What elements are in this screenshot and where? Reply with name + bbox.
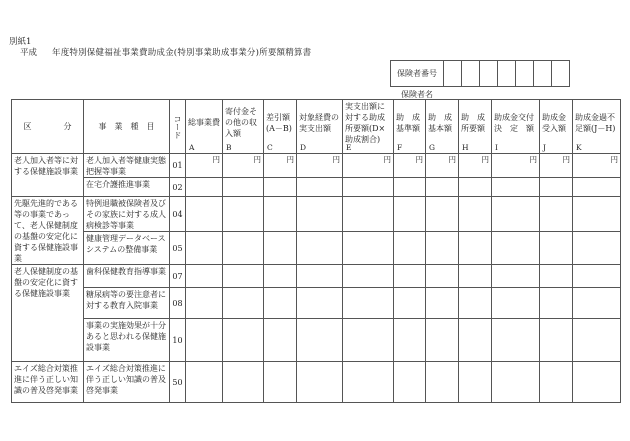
insurer-number-digit-cell[interactable]	[462, 61, 480, 87]
amount-cell[interactable]	[186, 197, 223, 232]
amount-cell[interactable]: 円	[426, 154, 459, 178]
amount-cell[interactable]	[264, 178, 297, 197]
header-row	[12, 100, 621, 154]
amount-cell[interactable]	[573, 178, 621, 197]
amount-cell[interactable]	[459, 362, 492, 403]
amount-cell[interactable]	[426, 319, 459, 362]
column-header-label: 助成金受入額	[542, 112, 566, 133]
amount-cell[interactable]	[492, 362, 540, 403]
amount-cell[interactable]	[223, 265, 264, 288]
insurer-number-digit-cell[interactable]	[534, 61, 552, 87]
amount-cell[interactable]	[426, 288, 459, 319]
amount-cell[interactable]	[223, 178, 264, 197]
amount-cell[interactable]	[394, 265, 426, 288]
amount-cell[interactable]	[343, 265, 394, 288]
amount-cell[interactable]	[394, 288, 426, 319]
column-header-label: 総事業費	[188, 118, 220, 127]
category-cell: 先駆先進的である等の事業であって、老人保健制度の基盤の安定化に資する保健施設事業	[12, 197, 84, 265]
table-row	[12, 265, 621, 288]
project-type-cell: 糖尿病等の要注意者に対する教育入院事業	[84, 288, 170, 319]
amount-cell[interactable]	[394, 362, 426, 403]
column-header-label: 助 成基準額	[396, 112, 420, 133]
insurer-number-digit-cell[interactable]	[516, 61, 534, 87]
column-header	[12, 100, 84, 154]
project-type-cell: 老人加入者等健康実態把握等事業	[84, 154, 170, 178]
amount-cell[interactable]	[343, 178, 394, 197]
amount-cell[interactable]	[573, 197, 621, 232]
column-header	[170, 100, 186, 154]
column-header	[540, 100, 573, 154]
amount-cell[interactable]	[573, 288, 621, 319]
amount-cell[interactable]	[459, 265, 492, 288]
column-header	[186, 100, 223, 154]
column-letter: A	[189, 143, 195, 152]
column-letter: I	[495, 143, 498, 152]
amount-cell[interactable]	[492, 178, 540, 197]
amount-cell[interactable]	[343, 197, 394, 232]
amount-cell[interactable]	[297, 197, 343, 232]
project-type-cell: 在宅介護推進事業	[84, 178, 170, 197]
project-type-cell: 特例退職被保険者及びその家族に対する成人病検診等事業	[84, 197, 170, 232]
category-cell: 老人加入者等に対する保健施設事業	[12, 154, 84, 197]
amount-cell[interactable]	[573, 362, 621, 403]
amount-cell[interactable]	[492, 288, 540, 319]
column-letter: D	[300, 143, 307, 152]
amount-cell[interactable]	[459, 197, 492, 232]
amount-cell[interactable]	[573, 232, 621, 265]
amount-cell[interactable]	[426, 265, 459, 288]
amount-cell[interactable]	[540, 232, 573, 265]
category-cell: 老人保健制度の基盤の安定化に資する保健施設事業	[12, 265, 84, 362]
table-row	[12, 178, 621, 197]
insurer-number-digit-cell[interactable]	[444, 61, 462, 87]
amount-cell[interactable]	[540, 178, 573, 197]
column-header	[297, 100, 343, 154]
column-header-label: 差引額(A－B)	[266, 112, 292, 133]
amount-cell[interactable]: 円	[394, 154, 426, 178]
amount-cell[interactable]	[264, 232, 297, 265]
amount-cell[interactable]	[492, 197, 540, 232]
amount-cell[interactable]	[540, 362, 573, 403]
column-letter: K	[576, 143, 582, 152]
amount-cell[interactable]	[426, 362, 459, 403]
amount-cell[interactable]	[297, 265, 343, 288]
amount-cell[interactable]	[492, 265, 540, 288]
column-header-label: 助成金過不足額(J－H)	[575, 112, 616, 133]
column-letter: H	[462, 143, 469, 152]
amount-cell[interactable]	[297, 178, 343, 197]
insurer-number-digit-cell[interactable]	[480, 61, 498, 87]
column-letter: F	[397, 143, 403, 152]
column-header-label: 助 成所要額	[461, 112, 485, 133]
column-letter: J	[543, 143, 547, 152]
amount-cell[interactable]	[492, 319, 540, 362]
table-row	[12, 154, 621, 178]
column-header	[426, 100, 459, 154]
amount-cell[interactable]	[343, 319, 394, 362]
settlement-table	[11, 99, 621, 403]
column-header	[394, 100, 426, 154]
era-label: 平成	[20, 48, 38, 58]
code-cell: 05	[170, 232, 186, 265]
amount-cell[interactable]	[223, 197, 264, 232]
code-cell: 01	[170, 154, 186, 178]
column-header	[343, 100, 394, 154]
amount-cell[interactable]	[426, 178, 459, 197]
table-row	[12, 232, 621, 265]
column-letter: G	[429, 143, 435, 152]
insurer-number-box	[390, 60, 570, 87]
column-header	[573, 100, 621, 154]
amount-cell[interactable]	[343, 362, 394, 403]
appendix-label: 別紙1	[9, 37, 32, 47]
table-row	[12, 197, 621, 232]
amount-cell[interactable]: 円	[459, 154, 492, 178]
code-cell: 02	[170, 178, 186, 197]
column-letter: E	[346, 143, 352, 152]
amount-cell[interactable]	[264, 265, 297, 288]
amount-cell[interactable]	[186, 288, 223, 319]
amount-cell[interactable]	[297, 319, 343, 362]
amount-cell[interactable]	[186, 232, 223, 265]
amount-cell[interactable]: 円	[343, 154, 394, 178]
amount-cell[interactable]	[186, 319, 223, 362]
column-header-label: コード	[173, 114, 182, 139]
amount-cell[interactable]	[492, 232, 540, 265]
column-header-label: 助成金交付決 定 額	[494, 112, 534, 133]
amount-cell[interactable]: 円	[223, 154, 264, 178]
column-header	[223, 100, 264, 154]
amount-cell[interactable]	[223, 288, 264, 319]
amount-cell[interactable]	[459, 232, 492, 265]
amount-cell[interactable]	[223, 232, 264, 265]
amount-cell[interactable]	[297, 232, 343, 265]
amount-cell[interactable]	[540, 197, 573, 232]
project-type-cell: 事業の実施効果が十分あると思われる保健施設事業	[84, 319, 170, 362]
column-header-label: 助 成基本額	[428, 112, 452, 133]
column-header	[492, 100, 540, 154]
amount-cell[interactable]	[264, 362, 297, 403]
table-row	[12, 362, 621, 403]
amount-cell[interactable]: 円	[492, 154, 540, 178]
code-cell: 07	[170, 265, 186, 288]
amount-cell[interactable]	[186, 362, 223, 403]
column-header	[264, 100, 297, 154]
insurer-number-digit-cell[interactable]	[498, 61, 516, 87]
amount-cell[interactable]	[223, 362, 264, 403]
column-header-label: 対象経費の実支出額	[299, 112, 339, 133]
amount-cell[interactable]	[264, 197, 297, 232]
column-letter: C	[267, 143, 273, 152]
amount-cell[interactable]: 円	[573, 154, 621, 178]
code-cell: 10	[170, 319, 186, 362]
project-type-cell: 歯科保健教育指導事業	[84, 265, 170, 288]
amount-cell[interactable]	[394, 178, 426, 197]
amount-cell[interactable]	[426, 232, 459, 265]
insurer-name-label: 保険者名	[401, 90, 433, 99]
amount-cell[interactable]	[264, 319, 297, 362]
amount-cell[interactable]	[459, 178, 492, 197]
column-letter: B	[226, 143, 232, 152]
amount-cell[interactable]	[186, 265, 223, 288]
column-header	[459, 100, 492, 154]
amount-cell[interactable]: 円	[540, 154, 573, 178]
amount-cell[interactable]	[264, 288, 297, 319]
project-type-cell: 健康管理データベースシステムの整備事業	[84, 232, 170, 265]
amount-cell[interactable]	[459, 288, 492, 319]
amount-cell[interactable]: 円	[264, 154, 297, 178]
amount-cell[interactable]	[540, 288, 573, 319]
insurer-number-digit-cell[interactable]	[552, 61, 570, 87]
code-cell: 50	[170, 362, 186, 403]
amount-cell[interactable]	[540, 319, 573, 362]
amount-cell[interactable]	[394, 319, 426, 362]
amount-cell[interactable]: 円	[297, 154, 343, 178]
code-cell: 04	[170, 197, 186, 232]
column-header-label: 事 業 種 目	[98, 122, 155, 131]
amount-cell[interactable]	[297, 362, 343, 403]
amount-cell[interactable]	[426, 197, 459, 232]
table-row	[12, 319, 621, 362]
amount-cell[interactable]	[459, 319, 492, 362]
category-cell: エイズ総合対策推進に伴う正しい知識の普及啓発事業	[12, 362, 84, 403]
code-cell: 08	[170, 288, 186, 319]
amount-cell[interactable]	[573, 265, 621, 288]
insurer-number-label: 保険者番号	[391, 61, 444, 87]
amount-cell[interactable]: 円	[186, 154, 223, 178]
amount-cell[interactable]	[343, 288, 394, 319]
amount-cell[interactable]	[540, 265, 573, 288]
table-row	[12, 288, 621, 319]
amount-cell[interactable]	[343, 232, 394, 265]
column-header	[84, 100, 170, 154]
amount-cell[interactable]	[394, 232, 426, 265]
amount-cell[interactable]	[297, 288, 343, 319]
amount-cell[interactable]	[394, 197, 426, 232]
column-header-label: 寄付金その他の収入額	[225, 107, 257, 138]
document-title: 年度特別保健福祉事業費助成金(特別事業助成事業分)所要額精算書	[52, 48, 312, 58]
amount-cell[interactable]	[186, 178, 223, 197]
column-header-label: 区 分	[23, 122, 72, 131]
amount-cell[interactable]	[223, 319, 264, 362]
project-type-cell: エイズ総合対策推進に伴う正しい知識の普及啓発事業	[84, 362, 170, 403]
column-header-label: 実支出額に対する助成所要額(D×助成割合)	[345, 101, 386, 144]
amount-cell[interactable]	[573, 319, 621, 362]
